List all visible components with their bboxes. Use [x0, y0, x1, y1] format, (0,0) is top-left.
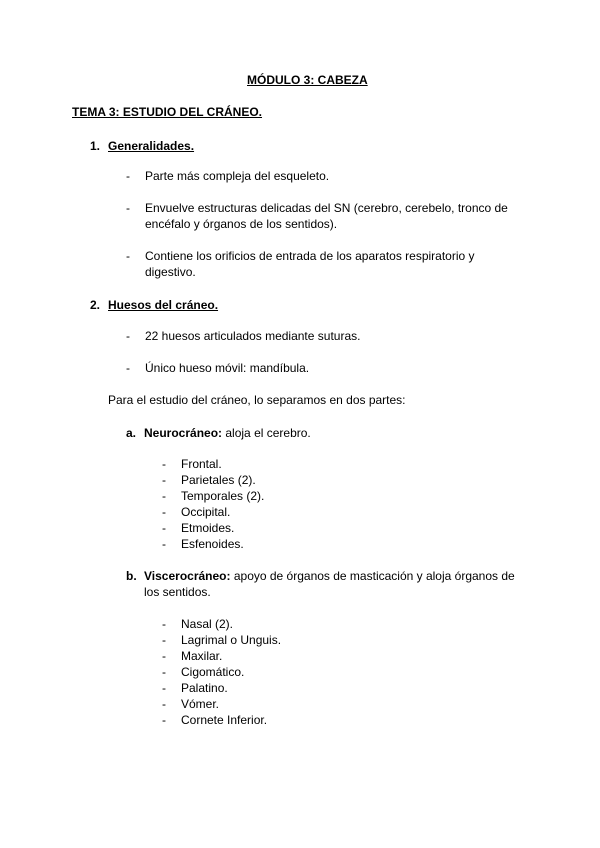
part-a-line	[144, 425, 311, 441]
part-b-name: Viscerocráneo:	[144, 569, 231, 583]
section-2-heading: Huesos del cráneo.	[108, 298, 219, 312]
bullet-dash: -	[162, 457, 166, 471]
bullet-text: Envuelve estructuras delicadas del SN (cerebro, cerebelo, tronco de	[145, 201, 508, 215]
bullet-text: 22 huesos articulados mediante suturas.	[145, 329, 361, 343]
bone-name: Etmoides.	[181, 521, 235, 535]
bullet-dash: -	[162, 649, 166, 663]
section-2-intro: Para el estudio del cráneo, lo separamos en dos partes:	[108, 393, 406, 407]
bullet-text: Parte más compleja del esqueleto.	[145, 169, 330, 183]
bullet-dash: -	[162, 665, 166, 679]
bone-name: Esfenoides.	[181, 537, 244, 551]
part-a-name: Neurocráneo:	[144, 426, 223, 440]
part-a-letter: a.	[126, 426, 137, 440]
topic-title: TEMA 3: ESTUDIO DEL CRÁNEO.	[72, 105, 263, 119]
bone-name: Temporales (2).	[181, 489, 265, 503]
bone-name: Frontal.	[181, 457, 222, 471]
part-b-letter: b.	[126, 569, 137, 583]
bullet-dash: -	[126, 169, 130, 183]
bone-name: Cornete Inferior.	[181, 713, 268, 727]
part-b-line	[144, 568, 515, 584]
bullet-dash: -	[162, 681, 166, 695]
bone-name: Parietales (2).	[181, 473, 256, 487]
bullet-dash: -	[162, 521, 166, 535]
section-1-number: 1.	[90, 139, 101, 153]
bone-name: Maxilar.	[181, 649, 223, 663]
part-b-description-cont: los sentidos.	[144, 585, 211, 599]
bullet-dash: -	[162, 617, 166, 631]
module-title: MÓDULO 3: CABEZA	[247, 73, 368, 87]
bullet-dash: -	[162, 713, 166, 727]
bullet-dash: -	[162, 473, 166, 487]
bone-name: Occipital.	[181, 505, 231, 519]
bullet-dash: -	[126, 329, 130, 343]
bone-name: Palatino.	[181, 681, 228, 695]
part-b-description: apoyo de órganos de masticación y aloja órganos de	[233, 569, 515, 583]
bone-name: Cigomático.	[181, 665, 245, 679]
bullet-dash: -	[162, 633, 166, 647]
bullet-dash: -	[162, 537, 166, 551]
bullet-dash: -	[126, 361, 130, 375]
bullet-dash: -	[162, 505, 166, 519]
bullet-text: Único hueso móvil: mandíbula.	[145, 361, 310, 375]
bone-name: Vómer.	[181, 697, 220, 711]
bullet-text: Contiene los orificios de entrada de los aparatos respiratorio y	[145, 249, 475, 263]
section-2-number: 2.	[90, 298, 101, 312]
section-1-heading: Generalidades.	[108, 139, 195, 153]
bullet-dash: -	[126, 201, 130, 215]
part-a-description: aloja el cerebro.	[225, 426, 311, 440]
bullet-dash: -	[162, 489, 166, 503]
bullet-dash: -	[162, 697, 166, 711]
bullet-dash: -	[126, 249, 130, 263]
bone-name: Nasal (2).	[181, 617, 234, 631]
bullet-text-cont: encéfalo y órganos de los sentidos).	[145, 217, 338, 231]
bullet-text-cont: digestivo.	[145, 265, 196, 279]
bone-name: Lagrimal o Unguis.	[181, 633, 282, 647]
